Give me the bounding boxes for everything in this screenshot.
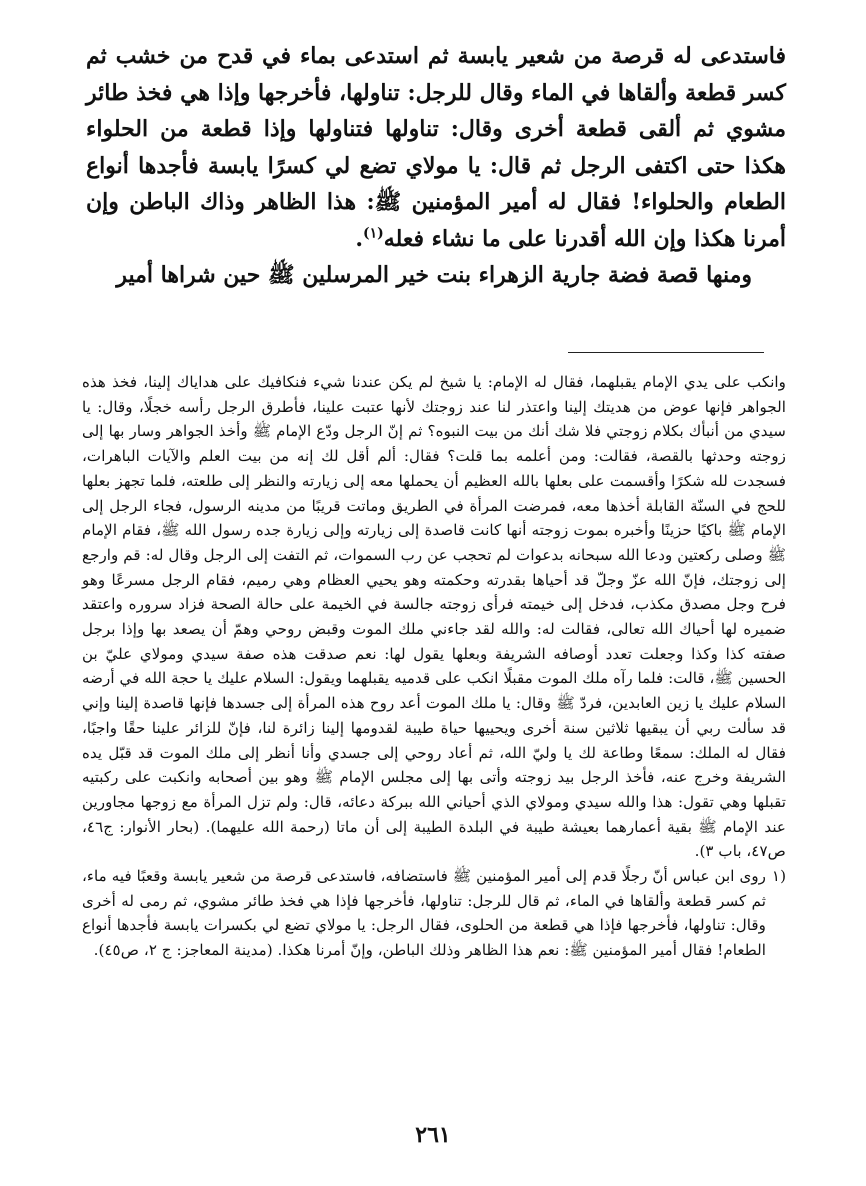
footnotes	[82, 370, 786, 963]
main-paragraph-2: ومنها قصة فضة جارية الزهراء بنت خير المرسلين ﷺ حين شراها أمير	[116, 262, 752, 288]
main-paragraph-1-text: فاستدعى له قرصة من شعير يابسة ثم استدعى بماء في قدح من خشب ثم كسر قطعة وألقاها في الماء وقال للرجل: تناولها، فأخرجها وإذا هي فخذ طائر مشوي ثم ألقى قطعة أخرى وقال: تناولها فتناولها وإذا قطعة من الحلواء هكذا حتى اكتفى الرجل ثم قال: يا مولاي تضع لي كسرًا يابسة فأجدها أنواع الطعام والحلواء! فقال له أمير المؤمنين ﷺ: هذا الظاهر وذاك الباطن وإن أمرنا هكذا وإن الله أقدرنا على ما نشاء فعله	[86, 43, 786, 252]
main-text	[86, 38, 786, 294]
footnote-continuation: وانكب على يدي الإمام يقبلهما، فقال له الإمام: يا شيخ لم يكن عندنا شيء فنكافيك على هداياك إلينا، فخذ هذه الجواهر فإنها عوض من هديتك إلينا واعتذر لنا عند زوجتك لأنها عتبت علينا، فأطرق الرجل رأسه خجلًا، وقال: يا سيدي من أنبأك بكلام زوجتي فلا شك أنك من بيت النبوه؟ ثم إنّ الرجل ودّع الإمام ﷺ وأخذ الجواهر وسار بها إلى زوجته وحدثها بالقصة، فقالت: ومن أعلمه بما قلت؟ فقال: ألم أقل لك إنه من بيت العلم والآيات الباهرات، فسجدت لله شكرًا وأقسمت على بعلها بالله العظيم أن يحملها معه إلى زيارته والنظر إلى طلعته، فلما تجهز بعلها للحج في السنّة القابلة أخذها معه، فمرضت المرأة في الطريق وماتت قريبًا من مدينه الرسول، فجاء الرجل إلى الإمام ﷺ باكيًا حزينًا وأخبره بموت زوجته أنها كانت قاصدة إلى زيارته وإلى زيارة جده رسول الله ﷺ، فقام الإمام ﷺ وصلى ركعتين ودعا الله سبحانه بدعوات لم تحجب عن رب السموات، ثم التفت إلى الرجل وقال له: قم وارجع إلى زوجتك، فإنّ الله عزّ وجلّ قد أحياها بقدرته وحكمته وهو يحيي العظام وهي رميم، فقام الرجل مسرعًا وهو فرح وجل مصدق مكذب، فدخل إلى خيمته فرأى زوجته جالسة في الخيمة على حالة الصحة فزاد سروره واعتقد ضميره لها أحياك الله تعالى، فقالت له: والله لقد جاءني ملك الموت وقبض روحي وهمّ أن يصعد بها وإذا برجل صفته كذا وكذا وجعلت تعدد أوصافه الشريفة وبعلها يقول لها: نعم صدقت هذه صفة سيدي ومولاي عليّ بن الحسين ﷺ، قالت: فلما رآه ملك الموت مقبلًا انكب على قدميه يقبلهما ويقول: السلام عليك يا حجة الله في أرضه السلام عليك يا زين العابدين، فردّ ﷺ وقال: يا ملك الموت أعد روح هذه المرأة إلى جسدها فإنها قاصدة إلينا وإني قد سألت ربي أن يبقيها ثلاثين سنة أخرى ويحييها حياة طيبة لقدومها إلينا زائرة لنا، فإنّ للزائر علينا حقًا واجبًا، فقال له الملك: سمعًا وطاعة لك يا وليّ الله، ثم أعاد روحي إلى جسدي وأنا أنظر إلى ملك الموت قد قبّل يده الشريفة وخرج عنه، فأخذ الرجل بيد زوجته وأتى بها إلى مجلس الإمام ﷺ وهو بين أصحابه وانكبت على ركبتيه تقبلها وهي تقول: هذا والله سيدي ومولاي الذي أحياني الله ببركة دعائه، قال: ولم تزل المرأة مع زوجها مجاورين عند الإمام ﷺ بقية أعمارهما بعيشة طيبة في البلدة الطيبة إلى أن ماتا (رحمة الله عليهما). (بحار الأنوار: ج٤٦، ص٤٧، باب ٣).	[82, 373, 786, 861]
page-number: ٢٦١	[415, 1122, 451, 1148]
footnote-separator	[568, 352, 764, 353]
footnote-1	[82, 864, 786, 963]
footnote-1-number: (١	[771, 867, 786, 886]
main-paragraph-1	[86, 38, 786, 257]
main-paragraph-1-end: .	[355, 225, 364, 252]
footnote-1-text: روى ابن عباس أنّ رجلًا قدم إلى أمير المؤمنين ﷺ فاستضافه، فاستدعى قرصة من شعير يابسة وقعبًا فيه ماء، ثم كسر قطعة وألقاها في الماء، ثم قال للرجل: تناولها، فأخرجها فإذا هي فخذ طائر مشوي، ثم رمى له أخرى وقال: تناولها، فأخرجها فإذا هي قطعة من الحلوى، فقال الرجل: يا مولاي تضع لي بكسرات يابسة فأجدها أنواع الطعام! فقال أمير المؤمنين ﷺ: نعم هذا الظاهر وذلك الباطن، وإنّ أمرنا هكذا. (مدينة المعاجز: ج ٢، ص٤٥).	[82, 867, 766, 960]
footnote-reference-1[interactable]: (١)	[363, 225, 384, 242]
